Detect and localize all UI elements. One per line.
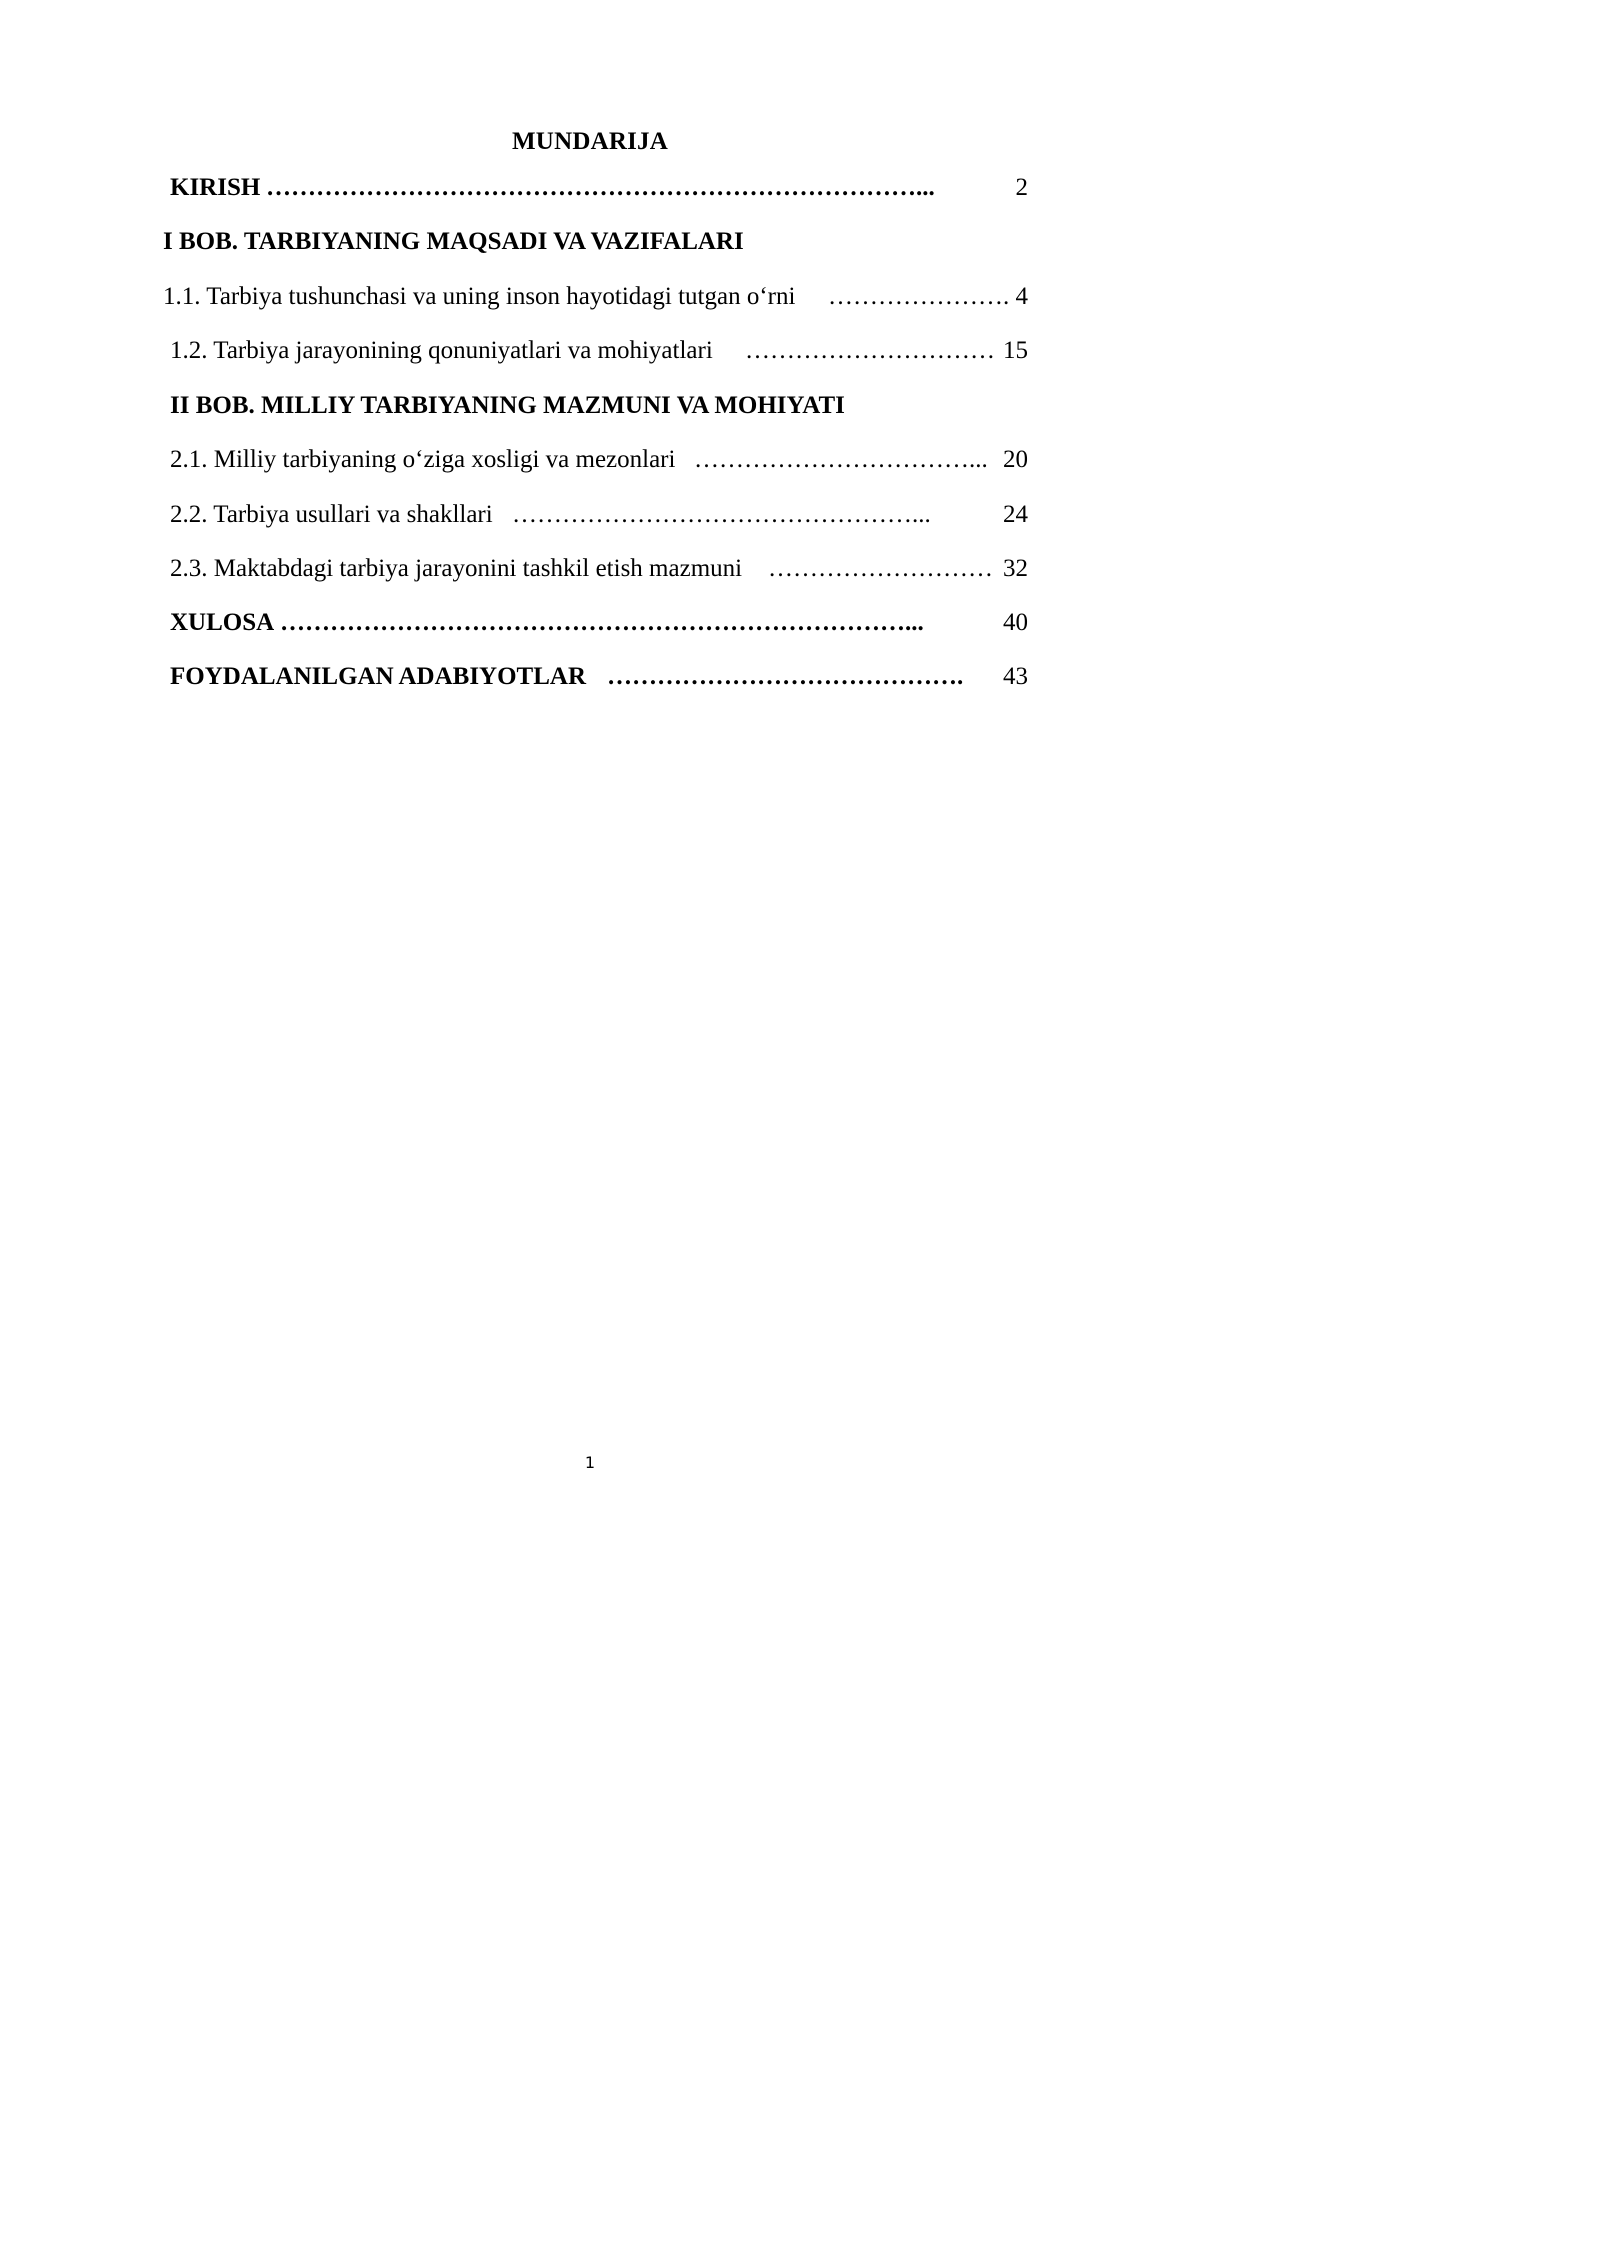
toc-entry-page: 43 [1003, 661, 1028, 693]
chapter-heading-1: I BOB. TARBIYANING MAQSADI VA VAZIFALARI [163, 228, 744, 255]
toc-entry-label: 1.2. Tarbiya jarayonining qonuniyatlari va mohiyatlari [170, 335, 714, 367]
toc-entry-page: 24 [1003, 499, 1028, 531]
chapter-heading-2: II BOB. MILLIY TARBIYANING MAZMUNI VA MOHIYATI [170, 392, 845, 419]
toc-entry-2-2 [170, 499, 1028, 531]
toc-entry-label: 2.3. Maktabdagi tarbiya jarayonini tashkil etish mazmuni [170, 553, 743, 585]
toc-leader-dots: ……………………………………………………………………... [266, 174, 935, 201]
toc-entry-page: 32 [1003, 553, 1028, 585]
toc-leader-dots: ………………………… [745, 337, 995, 364]
toc-leader-dots: ……………………………………. [607, 663, 964, 690]
toc-entry-label: XULOSA [170, 607, 275, 639]
toc-entry-page: 15 [1003, 335, 1028, 367]
toc-entry-page: 40 [1003, 607, 1028, 639]
toc-leader-dots: ……………………… [768, 555, 993, 582]
toc-entry-2-1 [170, 444, 1028, 476]
toc-entry-label: 1.1. Tarbiya tushunchasi va uning inson hayotidagi tutgan o‘rni [163, 281, 796, 313]
toc-entry-1-1 [163, 281, 1028, 313]
toc-leader-dots: …………………. [828, 283, 1010, 310]
page-number: 1 [584, 1453, 596, 1472]
toc-leader-dots: …………………………………………………………………... [280, 609, 924, 636]
toc-entry-kirish [170, 172, 1028, 204]
toc-entry-xulosa [170, 607, 1028, 639]
toc-entry-label: FOYDALANILGAN ADABIYOTLAR [170, 661, 587, 693]
toc-leader-dots: …………………………………………... [512, 501, 931, 528]
toc-entry-label: 2.2. Tarbiya usullari va shakllari [170, 499, 494, 531]
toc-entry-adabiyotlar [170, 661, 1028, 693]
toc-entry-page: 20 [1003, 444, 1028, 476]
toc-entry-2-3 [170, 553, 1028, 585]
toc-entry-label: KIRISH [170, 172, 261, 204]
toc-entry-page: 2 [1016, 172, 1029, 204]
toc-entry-label: 2.1. Milliy tarbiyaning o‘ziga xosligi va mezonlari [170, 444, 676, 476]
toc-leader-dots: ……………………………... [694, 446, 988, 473]
toc-entry-1-2 [170, 335, 1028, 367]
toc-entry-page: 4 [1016, 281, 1029, 313]
toc-title: MUNDARIJA [512, 128, 668, 155]
